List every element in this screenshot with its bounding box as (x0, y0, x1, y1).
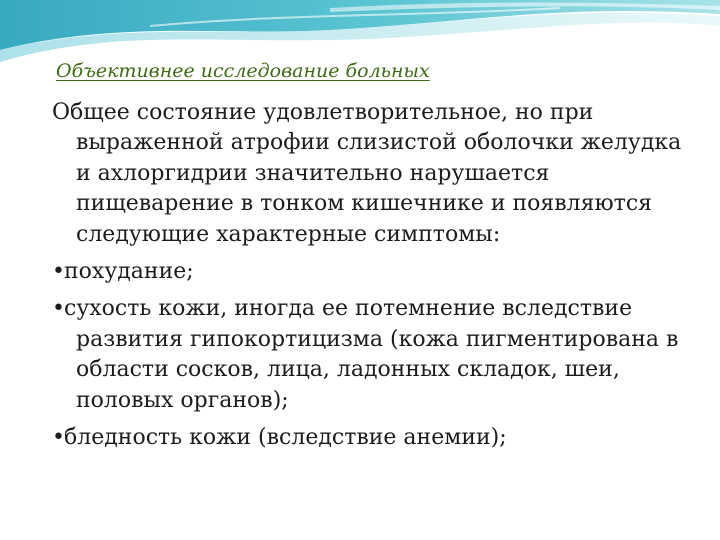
bullet-item-dry-skin: •сухость кожи, иногда ее потемнение вследствие развития гипокортицизма (кожа пигментирована в области сосков, лица, ладонных складок, шеи, половых органов); (52, 296, 679, 413)
bullet-text: сухость кожи, иногда ее потемнение вследствие развития гипокортицизма (кожа пигментирована в области сосков, лица, ладонных складок, шеи, половых органов); (64, 296, 679, 413)
bullet-item-weight-loss: •похудание; (52, 259, 194, 285)
bullet-text: похудание; (64, 259, 194, 285)
intro-paragraph: Общее состояние удовлетворительное, но при выраженной атрофии слизистой оболочки желудка и ахлоргидрии значительно нарушается пищеварение в тонком кишечнике и появляются следующие характерные симптомы: (52, 100, 682, 247)
bullet-item-pale-skin: •бледность кожи (вследствие анемии); (52, 425, 507, 451)
slide-body (52, 98, 692, 453)
slide-subtitle: Объективнее исследование больных (56, 60, 430, 82)
bullet-text: бледность кожи (вследствие анемии); (64, 425, 507, 451)
